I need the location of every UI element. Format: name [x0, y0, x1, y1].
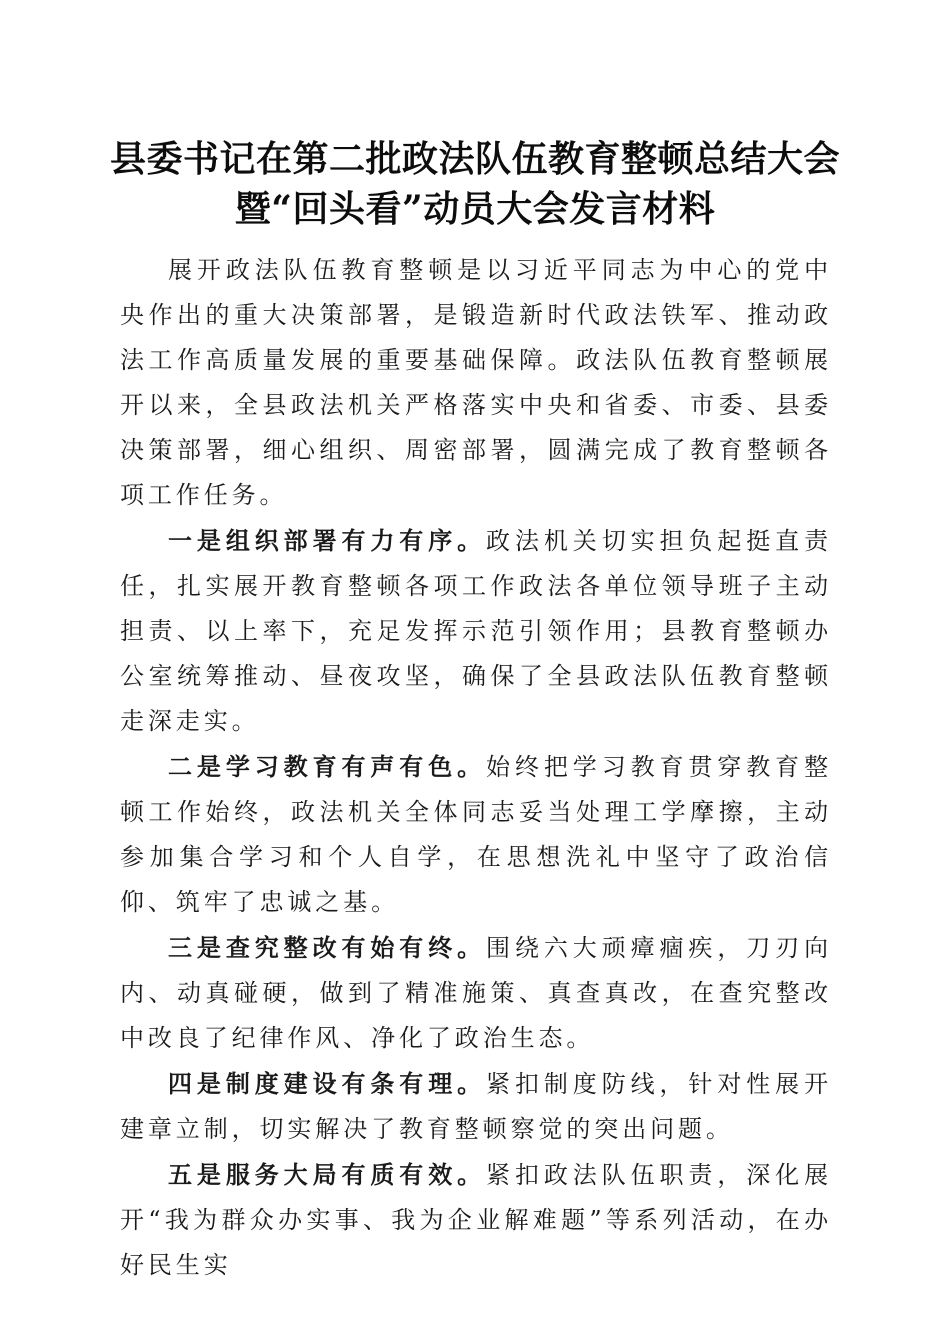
- paragraph-lead: 四是制度建设有条有理。: [168, 1069, 487, 1098]
- document-body: [120, 248, 832, 1288]
- paragraph-lead: 一是组织部署有力有序。: [168, 526, 487, 555]
- title-line-2: 暨“回头看”动员大会发言材料: [234, 188, 716, 230]
- paragraph-text: 紧扣制度防线，针对性展开建章立制，切实解决了教育整顿察觉的突出问题。: [120, 1070, 832, 1143]
- paragraph-lead: 五是服务大局有质有效。: [168, 1160, 487, 1189]
- paragraph-text: 政法机关切实担负起挺直责任，扎实展开教育整顿各项工作政法各单位领导班子主动担责、以上率下，充足发挥示范引领作用；县教育整顿办公室统筹推动、昼夜攻坚，确保了全县政法队伍教育整顿走深走实。: [120, 527, 832, 735]
- paragraph-intro: [120, 248, 832, 518]
- paragraph-text: 始终把学习教育贯穿教育整顿工作始终，政法机关全体同志妥当处理工学摩擦，主动参加集合学习和个人自学，在思想洗礼中坚守了政治信仰、筑牢了忠诚之基。: [120, 753, 832, 916]
- paragraph-point-3: [120, 925, 832, 1061]
- paragraph-lead: 二是学习教育有声有色。: [168, 752, 487, 781]
- paragraph-point-1: [120, 518, 832, 744]
- title-line-1: 县委书记在第二批政法队伍教育整顿总结大会: [109, 138, 840, 180]
- paragraph-lead: 三是查究整改有始有终。: [168, 933, 487, 962]
- paragraph-point-5: [120, 1152, 832, 1288]
- paragraph-text: 展开政法队伍教育整顿是以习近平同志为中心的党中央作出的重大决策部署，是锻造新时代政法铁军、推动政法工作高质量发展的重要基础保障。政法队伍教育整顿展开以来，全县政法机关严格落实中央和省委、市委、县委决策部署，细心组织、周密部署，圆满完成了教育整顿各项工作任务。: [120, 256, 832, 509]
- paragraph-text: 围绕六大顽瘴痼疾，刀刃向内、动真碰硬，做到了精准施策、真查真改，在查究整改中改良了纪律作风、净化了政治生态。: [120, 934, 832, 1052]
- document-title: [100, 134, 850, 234]
- paragraph-text: 紧扣政法队伍职责，深化展开“我为群众办实事、我为企业解难题”等系列活动，在办好民生实: [120, 1161, 832, 1279]
- paragraph-point-4: [120, 1061, 832, 1152]
- paragraph-point-2: [120, 744, 832, 925]
